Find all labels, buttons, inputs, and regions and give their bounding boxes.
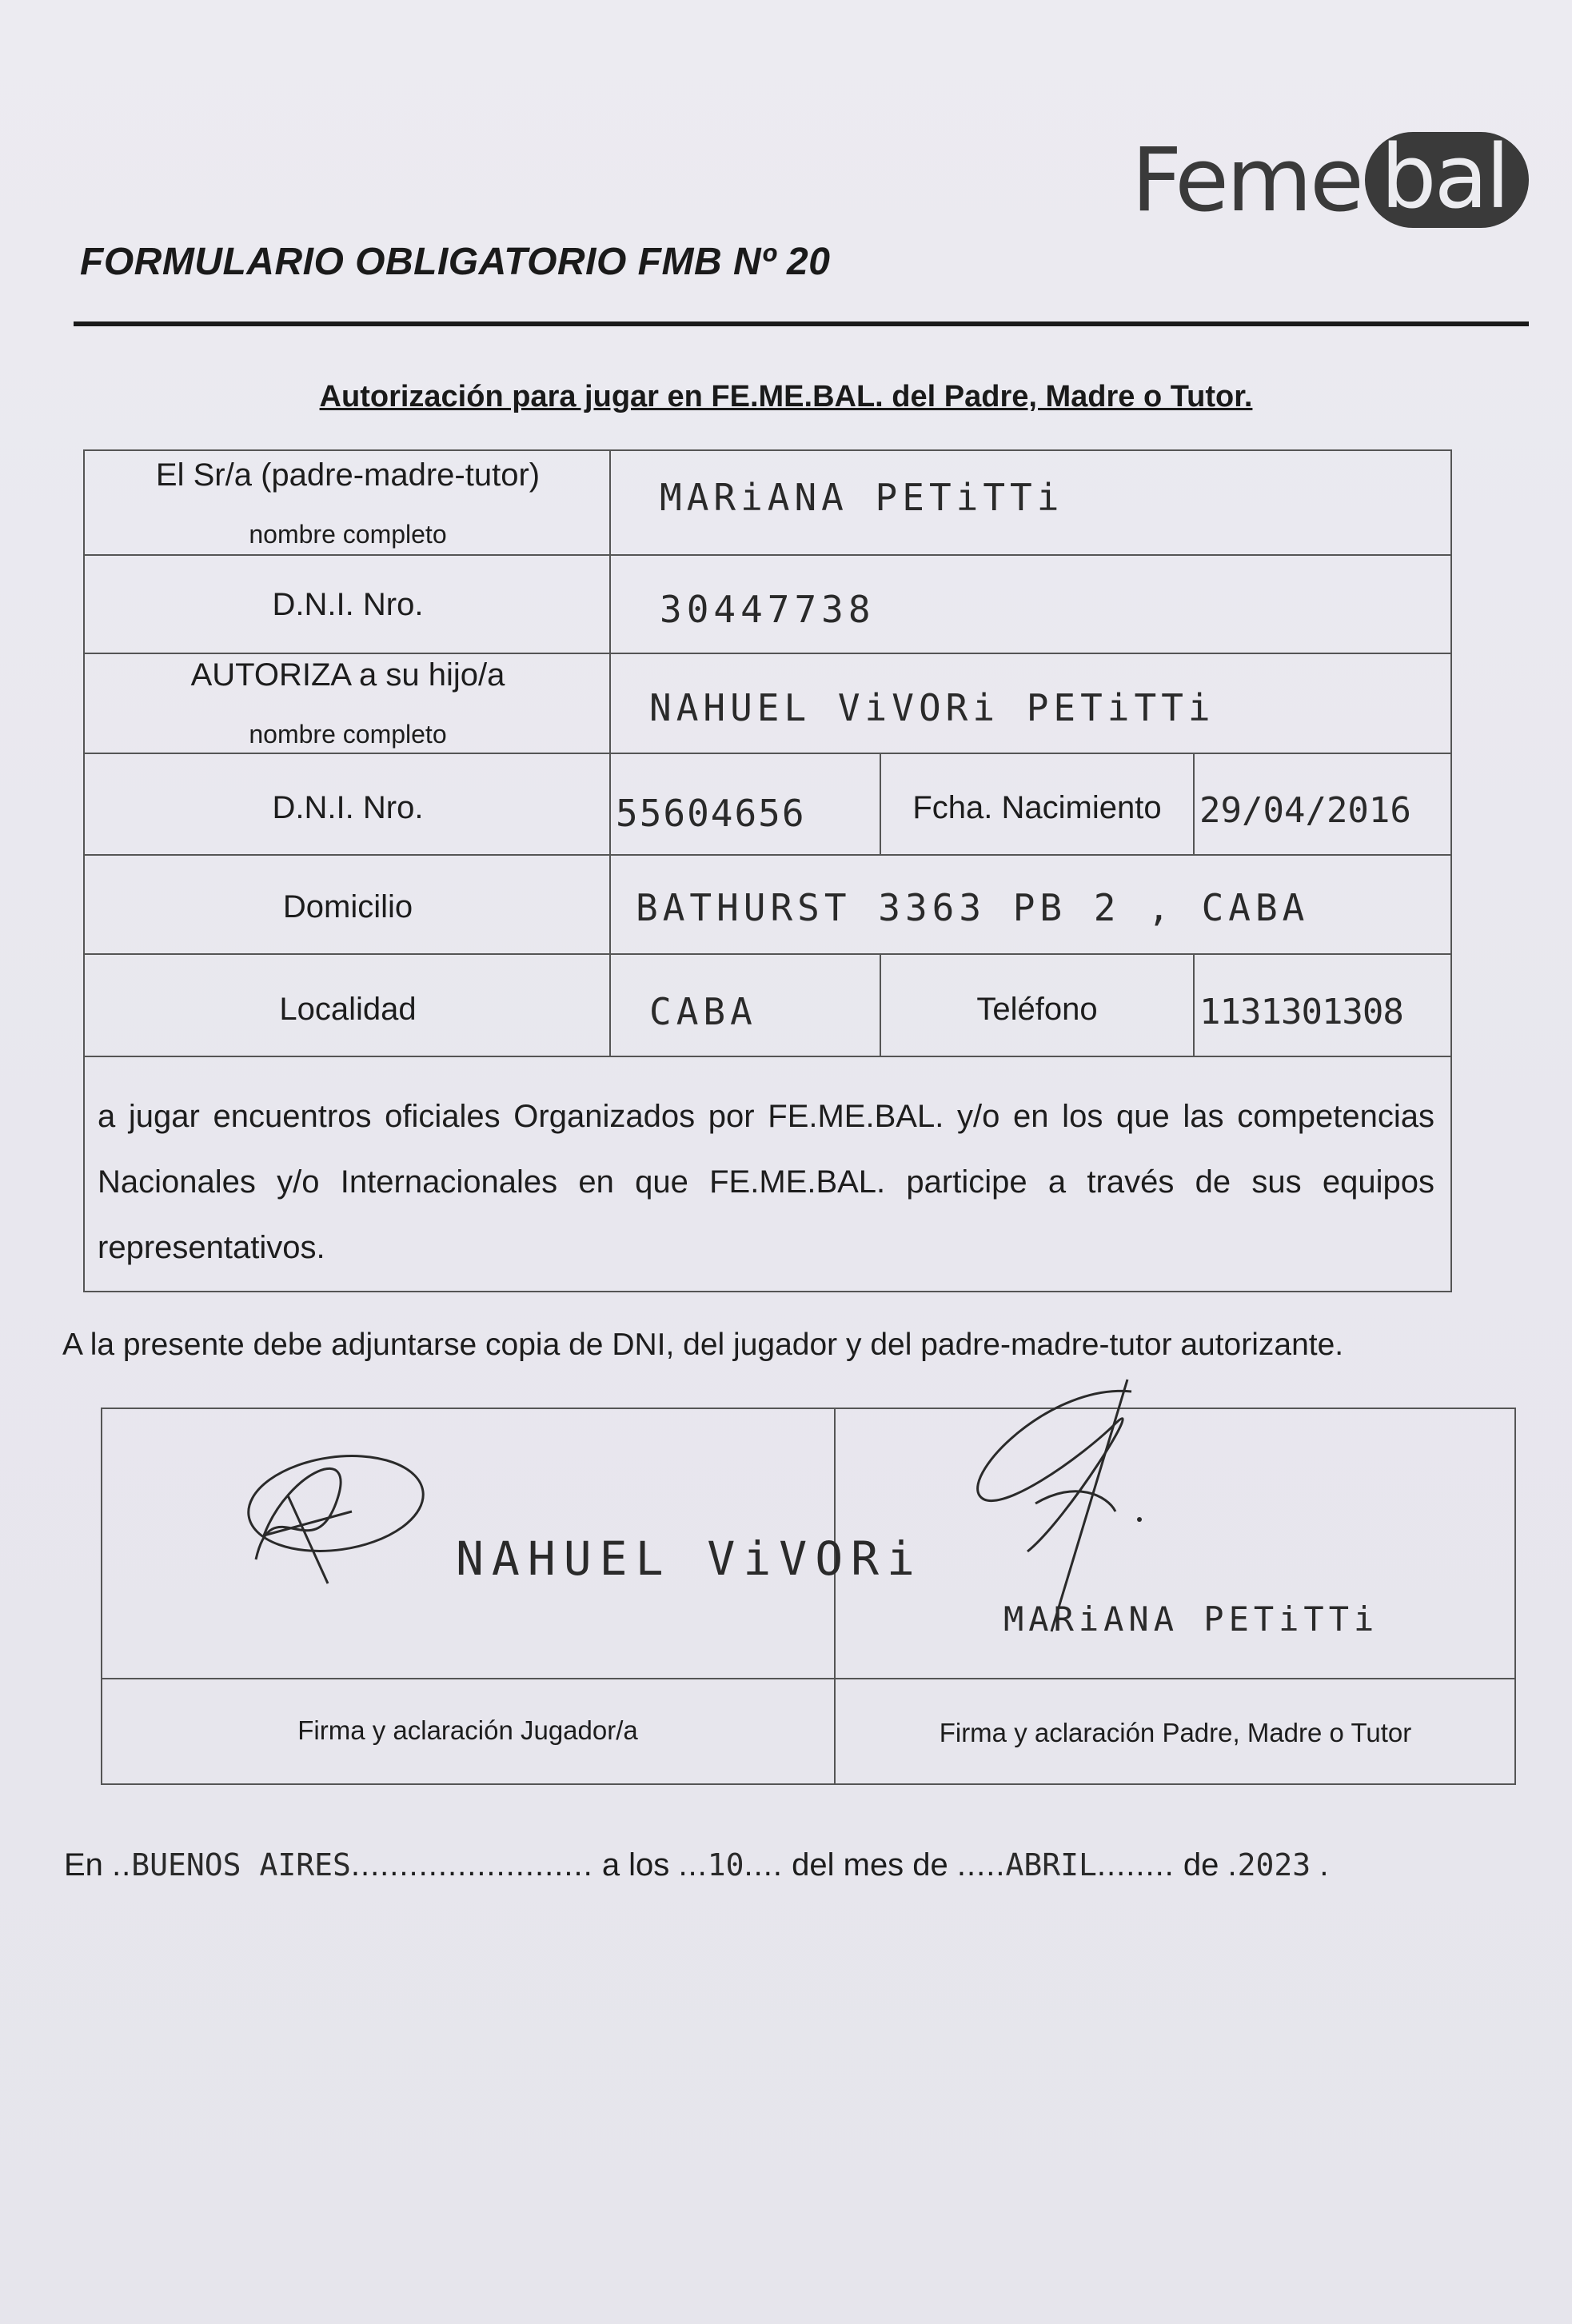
footer-de: de — [1183, 1847, 1219, 1883]
child-dni-label: D.N.I. Nro. — [272, 790, 424, 825]
footer-city: BUENOS AIRES — [131, 1847, 351, 1883]
femebal-logo: Feme bal — [1131, 128, 1529, 232]
parent-name-value: MARiANA PETiTTi — [660, 476, 1064, 519]
date-line: En ..BUENOS AIRES......................... a los ...10.... del mes de .....ABRIL........ de .2023 . — [64, 1847, 1329, 1883]
child-sublabel: nombre completo — [249, 720, 447, 749]
attachment-note: A la presente debe adjuntarse copia de DNI, del jugador y del padre-madre-tutor autorizante. — [62, 1328, 1344, 1362]
child-dni-value: 55604656 — [616, 792, 806, 835]
player-signature — [240, 1440, 432, 1599]
address-value: BATHURST 3363 PB 2 , CABA — [636, 886, 1310, 929]
player-name-signature: NAHUEL ViVORi — [456, 1531, 923, 1586]
phone-value: 1131301308 — [1199, 992, 1403, 1032]
city-value: CABA — [649, 990, 757, 1033]
footer-en: En — [64, 1847, 103, 1883]
form-subtitle: Autorización para jugar en FE.ME.BAL. del Padre, Madre o Tutor. — [319, 380, 1253, 413]
parent-name-signature: MARiANA PETiTTi — [1003, 1599, 1379, 1639]
city-label: Localidad — [279, 992, 417, 1027]
title-rule — [74, 321, 1529, 326]
player-signature-label: Firma y aclaración Jugador/a — [297, 1715, 638, 1745]
footer-year: 2023 — [1237, 1847, 1311, 1883]
footer-day: 10 — [707, 1847, 744, 1883]
birth-date-label: Fcha. Nacimiento — [912, 790, 1162, 825]
parent-dni-label: D.N.I. Nro. — [272, 587, 424, 622]
footer-a-los: a los — [601, 1847, 670, 1883]
child-name-value: NAHUEL ViVORi PETiTTi — [649, 686, 1215, 729]
parent-sublabel: nombre completo — [249, 520, 447, 549]
parent-label: El Sr/a (padre-madre-tutor) — [155, 457, 541, 493]
child-label: AUTORIZA a su hijo/a — [190, 657, 505, 693]
parent-signature-label: Firma y aclaración Padre, Madre o Tutor — [939, 1718, 1412, 1747]
footer-del-mes-de: del mes de — [792, 1847, 948, 1883]
phone-label: Teléfono — [976, 992, 1098, 1027]
authorization-text: a jugar encuentros oficiales Organizados por FE.ME.BAL. y/o en los que las competencias Nacionales y/o Internacionales en que FE.ME.BAL. participe a través de sus equipos representativos. — [98, 1099, 1434, 1265]
footer-month: ABRIL — [1005, 1847, 1097, 1883]
birth-date-value: 29/04/2016 — [1199, 790, 1411, 831]
address-label: Domicilio — [282, 889, 413, 924]
parent-dni-value: 30447738 — [660, 588, 876, 631]
form-title: FORMULARIO OBLIGATORIO FMB Nº 20 — [80, 241, 831, 283]
